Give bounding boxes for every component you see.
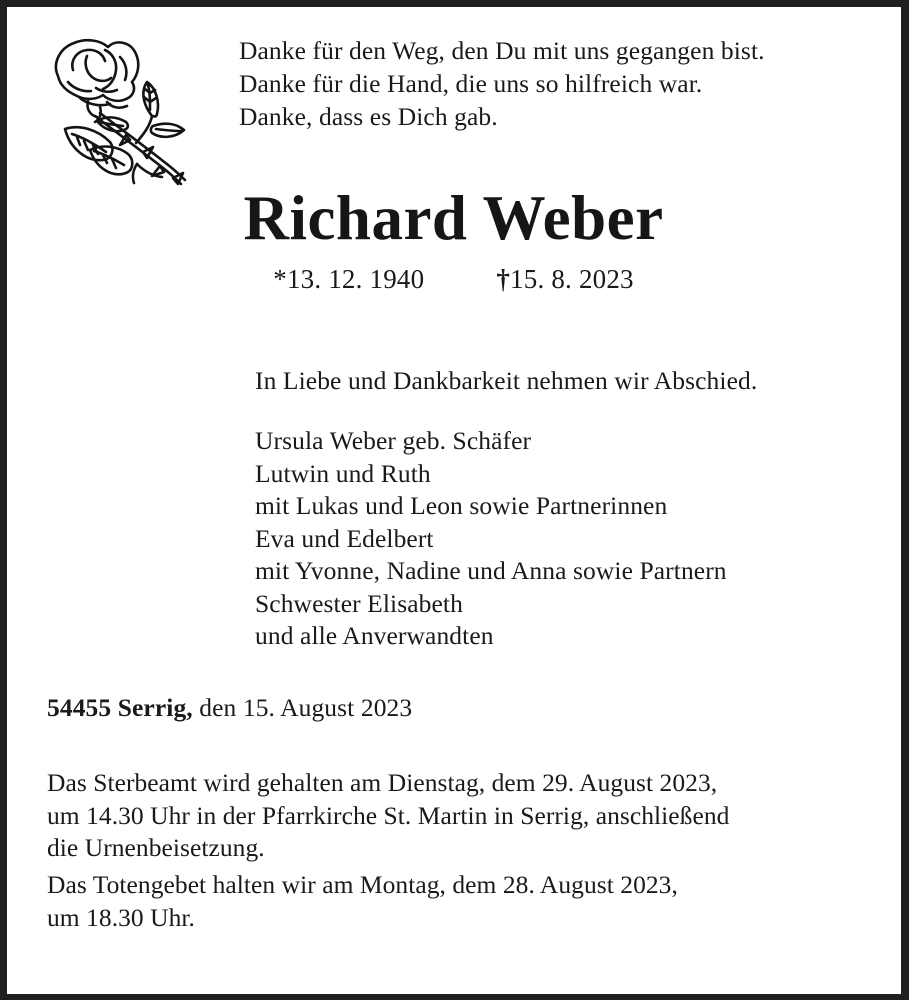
family-line: Schwester Elisabeth — [255, 588, 463, 618]
place-name: 54455 Serrig, — [47, 693, 193, 722]
family-line: Eva und Edelbert — [255, 523, 434, 553]
service-details — [47, 767, 877, 865]
rose-illustration — [40, 30, 195, 195]
death-date: 15. 8. 2023 — [510, 264, 634, 295]
notice-date: den 15. August 2023 — [192, 693, 413, 722]
prayer-line: um 18.30 Uhr. — [47, 902, 195, 932]
notice-inner-frame — [7, 7, 901, 994]
epigraph-line-1: Danke für den Weg, den Du mit uns gegangen bist. — [239, 36, 765, 65]
birth-date-group — [273, 264, 424, 295]
deceased-name: Richard Weber — [243, 183, 664, 253]
condolence-intro: In Liebe und Dankbarkeit nehmen wir Abschied. — [255, 366, 758, 395]
cross-dagger-icon: † — [496, 264, 511, 295]
family-line: Lutwin und Ruth — [255, 458, 431, 488]
birth-date: 13. 12. 1940 — [286, 264, 425, 295]
deceased-name-block — [7, 185, 900, 295]
service-line: die Urnenbeisetzung. — [47, 833, 265, 862]
family-line: und alle Anverwandten — [255, 621, 494, 650]
place-date-line — [47, 693, 412, 753]
life-dates — [7, 264, 900, 295]
epigraph-line-2: Danke für die Hand, die uns so hilfreich war. — [239, 69, 703, 98]
death-date-group — [496, 264, 633, 295]
epigraph-line-3: Danke, dass es Dich gab. — [239, 102, 498, 131]
family-line: mit Lukas und Leon sowie Partnerinnen — [255, 491, 668, 520]
service-line: Das Sterbeamt wird gehalten am Dienstag, dem 29. August 2023, — [47, 768, 718, 797]
birth-star-icon: * — [273, 264, 287, 295]
epigraph — [239, 34, 889, 133]
family-list — [255, 425, 727, 653]
service-line: um 14.30 Uhr in der Pfarrkirche St. Martin in Serrig, anschließend — [47, 800, 730, 830]
family-line: Ursula Weber geb. Schäfer — [255, 426, 532, 455]
prayer-details — [47, 869, 877, 934]
family-line: mit Yvonne, Nadine und Anna sowie Partnern — [255, 556, 727, 585]
prayer-line: Das Totengebet halten wir am Montag, dem 28. August 2023, — [47, 870, 678, 899]
